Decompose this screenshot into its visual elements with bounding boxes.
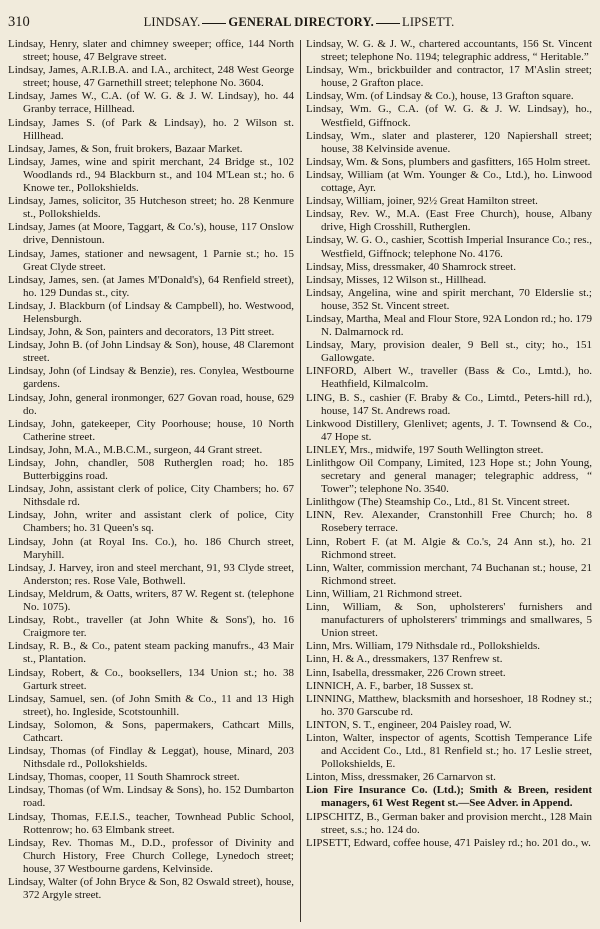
directory-entry: Lindsay, Meldrum, & Oatts, writers, 87 W. Regent st. (telephone No. 1075). (8, 587, 294, 614)
directory-entry: Lindsay, James, A.R.I.B.A. and I.A., architect, 248 West George street; house, 47 Garnethill street; telephone No. 3604. (8, 64, 294, 90)
page-number: 310 (8, 14, 30, 30)
directory-entry: LINNING, Matthew, blacksmith and horseshoer, 18 Rodney st.; ho. 370 Garscube rd. (306, 692, 592, 718)
right-column (306, 38, 592, 922)
directory-entry: Linn, H. & A., dressmakers, 137 Renfrew st. (306, 653, 503, 666)
directory-entry: Linn, Isabella, dressmaker, 226 Crown street. (306, 666, 506, 679)
directory-entry: Lindsay, James, wine and spirit merchant, 24 Bridge st., 102 Woodlands rd., 94 Blackburn st., and 104 M'Lean st.; ho. 6 Knowe ter., Pollokshields. (8, 155, 294, 195)
directory-entry: Lindsay, Mary, provision dealer, 9 Bell st., city; ho., 151 Gallowgate. (306, 339, 592, 365)
directory-entry: Lindsay, Thomas (of Wm. Lindsay & Sons), ho. 152 Dumbarton road. (8, 784, 294, 810)
directory-entry: Lindsay, Thomas (of Findlay & Leggat), house, Minard, 203 Nithsdale rd., Pollokshields. (8, 745, 294, 771)
header-right-word: LIPSETT. (401, 15, 455, 29)
directory-entry: Lindsay, Wm., slater and plasterer, 120 Napiershall street; house, 38 Kelvinside avenue. (306, 129, 592, 155)
directory-entry: Lindsay, John, M.A., M.B.C.M., surgeon, 44 Grant street. (8, 443, 263, 456)
directory-entry: Lindsay, Thomas, F.E.I.S., teacher, Townhead Public School, Rottenrow; ho. 63 Elmbank street. (8, 810, 294, 836)
header-left-word: LINDSAY. (143, 15, 201, 29)
directory-entry: Lindsay, James (at Moore, Taggart, & Co.'s), house, 117 Onslow drive, Dennistoun. (8, 221, 294, 247)
left-column (8, 38, 294, 922)
directory-entry: Lindsay, Solomon, & Sons, papermakers, Cathcart Mills, Cathcart. (8, 718, 294, 744)
directory-entry: Linton, Walter, inspector of agents, Scottish Temperance Life and Accident Co., Ltd., 81 Renfield st.; ho. 17 Leslie street, Pollokshields, E. (306, 731, 592, 771)
directory-entry: Lindsay, James W., C.A. (of W. G. & J. W. Lindsay), ho. 44 Granby terrace, Hillhead. (8, 90, 294, 116)
directory-entry: Linn, William, & Son, upholsterers' furnishers and manufacturers of upholsterers' trimmings and smallwares, 5 Union street. (306, 601, 592, 640)
running-title (8, 13, 590, 31)
directory-entry: Lindsay, William (at Wm. Younger & Co., Ltd.), ho. Linwood cottage, Ayr. (306, 168, 592, 195)
directory-entry: LINN, Rev. Alexander, Cranstonhill Free Church; ho. 8 Rosebery terrace. (306, 509, 592, 535)
directory-entry: Lindsay, W. G. & J. W., chartered accountants, 156 St. Vincent street; telephone No. 1194; telegraphic address, “ Heritable.” (306, 38, 592, 64)
directory-entry: Linkwood Distillery, Glenlivet; agents, J. T. Townsend & Co., 47 Hope st. (306, 417, 592, 443)
header-rule-left (202, 23, 226, 24)
directory-entry: Lindsay, Wm. G., C.A. (of W. G. & J. W. Lindsay), ho., Westfield, Giffnock. (306, 103, 592, 129)
directory-entry: Lindsay, Martha, Meal and Flour Store, 92A London rd.; ho. 179 N. Dalmarnock rd. (306, 312, 592, 339)
header-center-title: GENERAL DIRECTORY. (228, 15, 374, 29)
directory-entry: Lindsay, Thomas, cooper, 11 South Shamrock street. (8, 771, 240, 784)
directory-entry: Lindsay, J. Harvey, iron and steel merchant, 91, 93 Clyde street, Anderston; res. Rose Vale, Bothwell. (8, 561, 294, 587)
directory-entry: Lindsay, Henry, slater and chimney sweeper; office, 144 North street; house, 47 Belgrave street. (8, 38, 294, 64)
directory-entry: Lindsay, John B. (of John Lindsay & Son), house, 48 Claremont street. (8, 339, 294, 365)
directory-entry: Lindsay, John, chandler, 508 Rutherglen road; ho. 185 Butterbiggins road. (8, 457, 294, 483)
directory-entry: Lindsay, John (of Lindsay & Benzie), res. Conylea, Westbourne gardens. (8, 365, 294, 391)
directory-entry: Lindsay, Robert, & Co., booksellers, 134 Union st.; ho. 38 Garturk street. (8, 666, 294, 692)
directory-entry: Lindsay, Samuel, sen. (of John Smith & Co., 11 and 13 High street), ho. Ingleside, Scotstounhill. (8, 692, 294, 718)
directory-entry: Lindsay, Rev. Thomas M., D.D., professor of Divinity and Church History, Free Church College, Lynedoch street; house, 37 Westbourne gardens, Kelvinside. (8, 836, 294, 875)
directory-entry: Lindsay, Rev. W., M.A. (East Free Church), house, Albany drive, High Crosshill, Rutherglen. (306, 208, 592, 234)
directory-entry: Lindsay, John, writer and assistant clerk of police, City Chambers; ho. 31 Queen's sq. (8, 509, 294, 535)
directory-entry: Lindsay, John, & Son, painters and decorators, 13 Pitt street. (8, 326, 275, 339)
directory-entry: LIPSETT, Edward, coffee house, 471 Paisley rd.; ho. 201 do., w. (306, 836, 591, 849)
directory-entry: Linn, William, 21 Richmond street. (306, 587, 463, 600)
directory-entry: Lindsay, Wm. & Sons, plumbers and gasfitters, 165 Holm street. (306, 155, 591, 168)
directory-entry: Lindsay, Miss, dressmaker, 40 Shamrock street. (306, 260, 516, 273)
directory-entry: Lindsay, James, sen. (at James M'Donald's), 64 Renfield street), ho. 129 Dundas st., city. (8, 273, 294, 299)
directory-entry: Linn, Robert F. (at M. Algie & Co.'s, 24 Ann st.), ho. 21 Richmond street. (306, 535, 592, 561)
directory-entry: Lindsay, Misses, 12 Wilson st., Hillhead. (306, 273, 487, 286)
header-rule-right (376, 23, 400, 24)
directory-entry: LINNICH, A. F., barber, 18 Sussex st. (306, 679, 474, 692)
directory-entry: LIPSCHITZ, B., German baker and provision mercht., 128 Main street, s.s.; ho. 124 do. (306, 810, 592, 836)
directory-entry: Lindsay, John, assistant clerk of police, City Chambers; ho. 67 Nithsdale rd. (8, 483, 294, 509)
directory-entry: Lindsay, Angelina, wine and spirit merchant, 70 Elderslie st.; house, 352 St. Vincent street. (306, 286, 592, 312)
directory-entry: LING, B. S., cashier (F. Braby & Co., Limtd., Peters-hill rd.), house, 147 St. Andrews road. (306, 391, 592, 417)
directory-entry: Linn, Walter, commission merchant, 74 Buchanan st.; house, 21 Richmond street. (306, 561, 592, 587)
directory-entry: Linlithgow Oil Company, Limited, 123 Hope st.; John Young, secretary and general manager; telegraphic address, “ Tower”; telephone No. 3540. (306, 457, 592, 496)
directory-entry: Linn, Mrs. William, 179 Nithsdale rd., Pollokshields. (306, 640, 541, 653)
directory-entry: Lindsay, James, & Son, fruit brokers, Bazaar Market. (8, 142, 243, 155)
directory-entry: LINTON, S. T., engineer, 204 Paisley road, W. (306, 718, 512, 731)
directory-entry: Lindsay, John (at Royal Ins. Co.), ho. 186 Church street, Maryhill. (8, 535, 294, 561)
column-divider (300, 40, 301, 922)
directory-entry: Lindsay, John, gatekeeper, City Poorhouse; house, 10 North Catherine street. (8, 417, 294, 443)
directory-entry: Lindsay, Wm., brickbuilder and contractor, 17 M'Aslin street; house, 2 Grafton place. (306, 64, 592, 90)
directory-entry: Lindsay, W. G. O., cashier, Scottish Imperial Insurance Co.; res., Westfield, Giffnock; telephone No. 4176. (306, 234, 592, 260)
directory-entry: Lion Fire Insurance Co. (Ltd.); Smith & Breen, resident managers, 61 West Regent st.—See Adver. in Append. (306, 784, 592, 810)
directory-entry: LINLEY, Mrs., midwife, 197 South Wellington street. (306, 443, 544, 456)
directory-entry: Lindsay, James S. (of Park & Lindsay), ho. 2 Wilson st. Hillhead. (8, 116, 294, 142)
directory-entry: Linlithgow (The) Steamship Co., Ltd., 81 St. Vincent street. (306, 496, 570, 509)
directory-entry: Lindsay, R. B., & Co., patent steam packing manufrs., 43 Mair st., Plantation. (8, 640, 294, 666)
directory-entry: Lindsay, James, solicitor, 35 Hutcheson street; ho. 28 Kenmure st., Pollokshields. (8, 195, 294, 221)
directory-entry: Lindsay, Walter (of John Bryce & Son, 82 Oswald street), house, 372 Argyle street. (8, 876, 294, 902)
directory-entry: Lindsay, John, general ironmonger, 627 Govan road, house, 629 do. (8, 391, 294, 417)
directory-entry: Lindsay, Wm. (of Lindsay & Co.), house, 13 Grafton square. (306, 90, 574, 103)
directory-entry: Lindsay, William, joiner, 92½ Great Hamilton street. (306, 195, 538, 208)
directory-entry: Lindsay, Robt., traveller (at John White & Sons'), ho. 16 Craigmore ter. (8, 614, 294, 640)
directory-entry: Linton, Miss, dressmaker, 26 Carnarvon st. (306, 771, 496, 784)
running-header (8, 13, 590, 33)
directory-entry: Lindsay, J. Blackburn (of Lindsay & Campbell), ho. Westwood, Helensburgh. (8, 299, 294, 325)
directory-entry: LINFORD, Albert W., traveller (Bass & Co., Lmtd.), ho. Heathfield, Kilmalcolm. (306, 365, 592, 391)
directory-entry: Lindsay, James, stationer and newsagent, 1 Parnie st.; ho. 15 Great Clyde street. (8, 247, 294, 273)
